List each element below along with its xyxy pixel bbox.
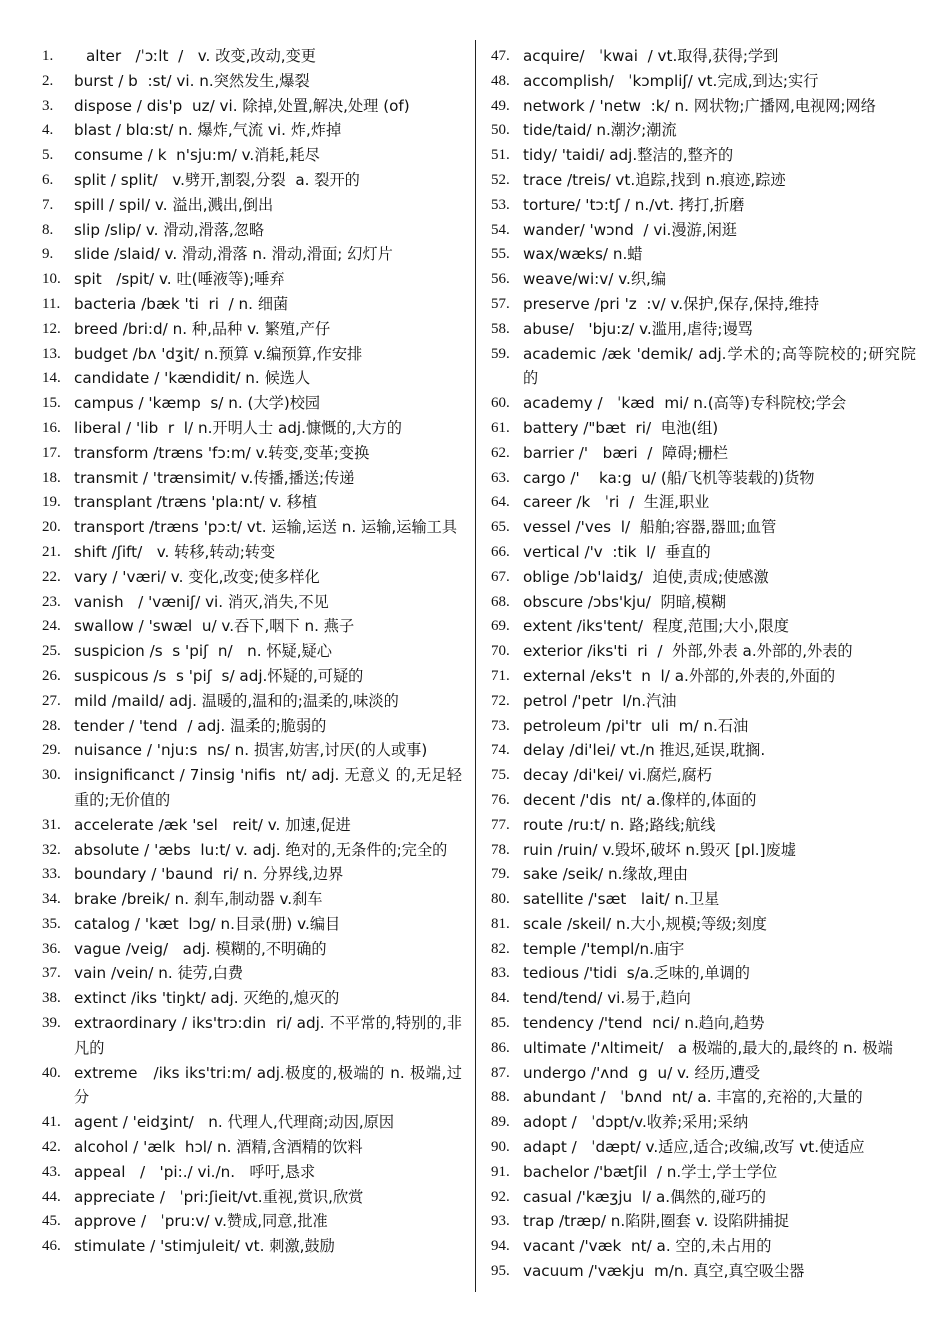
entry-number: 75. — [491, 767, 510, 784]
entry-number: 44. — [42, 1188, 61, 1205]
entry-number: 38. — [42, 990, 61, 1007]
entry-text: delay /di'lei/ vt./n 推迟,延误,耽搁. — [523, 741, 766, 760]
vocab-entry — [491, 565, 916, 590]
vocab-entry — [42, 490, 462, 515]
entry-text: blast / blɑ:st/ n. 爆炸,气流 vi. 炸,炸掉 — [74, 121, 342, 140]
entry-text: adapt / ˈdæpt/ v.适应,适合;改编,改写 vt.使适应 — [523, 1138, 865, 1157]
vocab-entry — [491, 292, 916, 317]
entry-number: 48. — [491, 72, 510, 89]
entry-number: 59. — [491, 345, 510, 362]
right-column — [491, 44, 916, 1284]
entry-number: 91. — [491, 1163, 510, 1180]
entry-number: 45. — [42, 1213, 61, 1230]
entry-text: casual /'kæʒju l/ a.偶然的,碰巧的 — [523, 1187, 767, 1206]
entry-text: route /ru:t/ n. 路;路线;航线 — [523, 815, 716, 834]
vocab-entry — [42, 118, 462, 143]
entry-text: satellite /'sæt lait/ n.卫星 — [523, 890, 720, 909]
entry-text: torture/ 'tɔ:tʃ / n./vt. 拷打,折磨 — [523, 195, 745, 214]
vocab-entry — [42, 168, 462, 193]
vocab-entry — [491, 416, 916, 441]
entry-text: ultimate /'ʌltimeit/ a 极端的,最大的,最终的 n. 极端 — [523, 1038, 893, 1057]
entry-text: boundary / 'baund ri/ n. 分界线,边界 — [74, 865, 344, 884]
vocab-entry — [491, 267, 916, 292]
vocab-entry — [42, 986, 462, 1011]
vocab-entry — [491, 664, 916, 689]
entry-number: 74. — [491, 742, 510, 759]
vocab-entry — [42, 242, 462, 267]
entry-text: vague /veig/ adj. 模糊的,不明确的 — [74, 939, 327, 958]
vocab-entry — [491, 193, 916, 218]
vocab-entry — [491, 540, 916, 565]
entry-text: academy / ˈkæd mi/ n.(高等)专科院校;学会 — [523, 394, 847, 413]
entry-text: trace /treis/ vt.追踪,找到 n.痕迹,踪迹 — [523, 170, 786, 189]
vocab-entry — [491, 218, 916, 243]
entry-number: 9. — [42, 246, 54, 263]
entry-number: 64. — [491, 494, 510, 511]
entry-text: trap /træp/ n.陷阱,圈套 v. 设陷阱捕捉 — [523, 1212, 790, 1231]
vocab-entry — [491, 242, 916, 267]
vocab-entry — [491, 69, 916, 94]
entry-text: tedious /'tidi s/a.乏味的,单调的 — [523, 964, 750, 983]
entry-number: 42. — [42, 1139, 61, 1156]
entry-text: obscure /ɔbs'kju/ 阴暗,模糊 — [523, 592, 727, 611]
vocab-entry — [491, 466, 916, 491]
entry-text: accelerate /æk 'sel reit/ v. 加速,促进 — [74, 815, 351, 834]
entry-text: extent /iks'tent/ 程度,范围;大小,限度 — [523, 617, 789, 636]
entry-number: 34. — [42, 891, 61, 908]
entry-text: spill / spil/ v. 溢出,溅出,倒出 — [74, 195, 274, 214]
entry-text: stimulate / 'stimjuleit/ vt. 刺激,鼓励 — [74, 1237, 335, 1256]
vocab-entry — [42, 738, 462, 763]
vocab-entry — [42, 838, 462, 863]
entry-number: 1. — [42, 48, 54, 64]
entry-text: suspicous /s s 'piʃ s/ adj.怀疑的,可疑的 — [74, 666, 364, 685]
entry-text: battery /"bæt ri/ 电池(组) — [523, 418, 719, 437]
entry-number: 94. — [491, 1238, 510, 1255]
entry-number: 71. — [491, 667, 510, 684]
entry-text: candidate / 'kændidit/ n. 候选人 — [74, 369, 311, 388]
entry-number: 58. — [491, 320, 510, 337]
entry-text: split / split/ v.劈开,割裂,分裂 a. 裂开的 — [74, 170, 360, 189]
vocab-entry — [42, 193, 462, 218]
entry-number: 49. — [491, 97, 510, 114]
vocab-entry — [42, 317, 462, 342]
vocab-entry — [491, 1061, 916, 1086]
vocab-entry — [491, 391, 916, 416]
vocab-entry — [42, 94, 462, 119]
entry-number: 88. — [491, 1089, 510, 1106]
entry-number: 29. — [42, 742, 61, 759]
entry-text: barrier /' bæri / 障碍;栅栏 — [523, 443, 728, 462]
entry-text: vacant /'væk nt/ a. 空的,未占用的 — [523, 1237, 772, 1256]
entry-number: 87. — [491, 1064, 510, 1081]
vocab-entry — [491, 1135, 916, 1160]
entry-text: decay /di'kei/ vi.腐烂,腐朽 — [523, 766, 712, 785]
entry-number: 65. — [491, 519, 510, 536]
entry-text: vain /vein/ n. 徒劳,白费 — [74, 964, 244, 983]
entry-number: 60. — [491, 395, 510, 412]
entry-text: slip /slip/ v. 滑动,滑落,忽略 — [74, 220, 265, 239]
entry-text: adopt / ˈdɔpt/v.收养;采用;采纳 — [523, 1113, 749, 1132]
entry-text: tide/taid/ n.潮汐;潮流 — [523, 121, 677, 140]
vocab-entry — [42, 1209, 462, 1234]
entry-text: suspicion /s s 'piʃ n/ n. 怀疑,疑心 — [74, 642, 332, 661]
vocab-entry — [491, 118, 916, 143]
entry-number: 23. — [42, 593, 61, 610]
vocab-entry — [491, 887, 916, 912]
vocab-entry — [42, 714, 462, 739]
entry-text: mild /maild/ adj. 温暖的,温和的;温柔的,味淡的 — [74, 691, 399, 710]
vocab-entry — [42, 937, 462, 962]
vocab-entry — [42, 342, 462, 367]
vocab-entry — [491, 1185, 916, 1210]
entry-text: swallow / 'swæl u/ v.吞下,咽下 n. 燕子 — [74, 617, 355, 636]
entry-text: ruin /ruin/ v.毁坏,破坏 n.毁灭 [pl.]废墟 — [523, 840, 796, 859]
entry-text: abundant / ˈbʌnd nt/ a. 丰富的,充裕的,大量的 — [523, 1088, 863, 1107]
entry-text: approve / ˈpru:v/ v.赞成,同意,批准 — [74, 1212, 328, 1231]
vocab-entry — [42, 391, 462, 416]
vocab-entry — [42, 218, 462, 243]
vocab-entry — [42, 664, 462, 689]
vocab-entry — [42, 639, 462, 664]
vocab-entry — [42, 267, 462, 292]
entry-number: 56. — [491, 271, 510, 288]
entry-number: 79. — [491, 866, 510, 883]
entry-text: brake /breik/ n. 刹车,制动器 v.刹车 — [74, 890, 323, 909]
entry-number: 78. — [491, 841, 510, 858]
vocab-entry — [491, 1234, 916, 1259]
entry-text: nuisance / 'nju:s ns/ n. 损害,妨害,讨厌(的人或事) — [74, 741, 428, 760]
entry-text: vary / 'væri/ v. 变化,改变;使多样化 — [74, 567, 320, 586]
entry-number: 81. — [491, 915, 510, 932]
entry-number: 17. — [42, 444, 61, 461]
vocab-entry — [491, 639, 916, 664]
vocab-entry — [491, 1160, 916, 1185]
entry-number: 28. — [42, 717, 61, 734]
entry-text: spit /spit/ v. 吐(唾液等);唾弃 — [74, 270, 285, 289]
entry-text: transport /træns 'pɔ:t/ vt. 运输,运送 n. 运输,运输工具 — [74, 518, 458, 537]
entry-number: 66. — [491, 543, 510, 560]
entry-number: 20. — [42, 519, 61, 536]
vocab-entry — [42, 961, 462, 986]
entry-text: extraordinary / iks'trɔ:din ri/ adj. 不平常的,特别的,非凡的 — [74, 1014, 462, 1057]
entry-text: temple /'templ/n.庙宇 — [523, 939, 685, 958]
vocab-entry — [491, 937, 916, 962]
entry-number: 67. — [491, 568, 510, 585]
vocab-entry — [491, 1259, 916, 1284]
entry-text: tender / 'tend / adj. 温柔的;脆弱的 — [74, 716, 327, 735]
vocab-entry — [42, 912, 462, 937]
entry-text: budget /bʌ 'dʒit/ n.预算 v.编预算,作安排 — [74, 344, 363, 363]
vocab-entry — [42, 590, 462, 615]
vocab-entry — [491, 317, 916, 342]
entry-text: alter /ˈɔːlt / v. 改变,改动,变更 — [86, 47, 316, 65]
vocab-entry — [491, 1085, 916, 1110]
entry-text: extinct /iks 'tiŋkt/ adj. 灭绝的,熄灭的 — [74, 989, 340, 1008]
entry-number: 80. — [491, 891, 510, 908]
entry-number: 13. — [42, 345, 61, 362]
entry-text: absolute / 'æbs lu:t/ v. adj. 绝对的,无条件的;完全的 — [74, 840, 448, 859]
entry-text: career /k ˈri / 生涯,职业 — [523, 493, 710, 512]
vocab-entry — [491, 862, 916, 887]
vocab-entry — [42, 1160, 462, 1185]
vocab-entry — [42, 813, 462, 838]
entry-number: 39. — [42, 1015, 61, 1032]
entry-number: 70. — [491, 643, 510, 660]
entry-number: 51. — [491, 147, 510, 164]
entry-text: slide /slaid/ v. 滑动,滑落 n. 滑动,滑面; 幻灯片 — [74, 245, 393, 264]
entry-number: 15. — [42, 395, 61, 412]
entry-text: vanish / 'væniʃ/ vi. 消灭,消失,不见 — [74, 592, 329, 611]
entry-number: 40. — [42, 1064, 61, 1081]
entry-number: 85. — [491, 1015, 510, 1032]
entry-text: consume / k n'sju:m/ v.消耗,耗尽 — [74, 146, 320, 165]
entry-number: 92. — [491, 1188, 510, 1205]
entry-number: 43. — [42, 1163, 61, 1180]
entry-number: 25. — [42, 643, 61, 660]
entry-number: 84. — [491, 990, 510, 1007]
entry-text: cargo /' ka:g u/ (船/飞机等装载的)货物 — [523, 468, 815, 487]
vocab-entry — [42, 689, 462, 714]
entry-number: 27. — [42, 692, 61, 709]
entry-text: undergo /'ʌnd g u/ v. 经历,遭受 — [523, 1063, 761, 1082]
entry-text: liberal / 'lib r l/ n.开明人士 adj.慷慨的,大方的 — [74, 418, 402, 437]
vocab-entry — [42, 466, 462, 491]
entry-number: 12. — [42, 320, 61, 337]
vocab-entry — [491, 441, 916, 466]
vocab-entry — [42, 763, 462, 813]
entry-number: 5. — [42, 147, 54, 164]
entry-number: 68. — [491, 593, 510, 610]
vocab-entry — [491, 143, 916, 168]
entry-text: dispose / dis'p uz/ vi. 除掉,处置,解决,处理 (of) — [74, 96, 410, 115]
vocab-entry — [42, 1135, 462, 1160]
vocab-entry — [491, 689, 916, 714]
vocab-entry — [42, 1061, 462, 1111]
vocab-entry — [491, 714, 916, 739]
entry-text: tend/tend/ vi.易于,趋向 — [523, 989, 691, 1008]
entry-number: 24. — [42, 618, 61, 635]
entry-number: 36. — [42, 940, 61, 957]
vocab-entry — [42, 887, 462, 912]
entry-number: 47. — [491, 48, 510, 64]
entry-text: transmit / 'trænsimit/ v.传播,播送;传递 — [74, 468, 355, 487]
entry-number: 55. — [491, 246, 510, 263]
entry-number: 76. — [491, 791, 510, 808]
entry-number: 35. — [42, 915, 61, 932]
entry-number: 7. — [42, 196, 54, 213]
entry-text: exterior /iks'ti ri / 外部,外表 a.外部的,外表的 — [523, 642, 853, 661]
vocab-entry — [491, 44, 916, 69]
vocab-entry — [42, 441, 462, 466]
vocab-entry — [42, 1011, 462, 1061]
entry-text: scale /skeil/ n.大小,规模;等级;刻度 — [523, 914, 767, 933]
entry-text: petrol /'petr l/n.汽油 — [523, 691, 677, 710]
vocab-entry — [42, 292, 462, 317]
vocab-entry — [42, 69, 462, 94]
entry-number: 89. — [491, 1114, 510, 1131]
vocab-entry — [42, 862, 462, 887]
vocab-entry — [42, 143, 462, 168]
entry-text: wander/ 'wɔnd / vi.漫游,闲逛 — [523, 220, 737, 239]
entry-number: 52. — [491, 171, 510, 188]
entry-text: vessel /'ves l/ 船舶;容器,器皿;血管 — [523, 518, 777, 537]
entry-number: 69. — [491, 618, 510, 635]
entry-text: tendency /'tend nci/ n.趋向,趋势 — [523, 1014, 765, 1033]
vocab-entry — [491, 515, 916, 540]
vocab-entry — [491, 788, 916, 813]
entry-text: oblige /ɔb'laidʒ/ 迫使,责成;使感激 — [523, 567, 769, 586]
entry-number: 26. — [42, 667, 61, 684]
vocab-entry — [491, 813, 916, 838]
vocab-entry — [42, 44, 462, 69]
column-divider — [475, 40, 476, 1292]
vocab-entry — [491, 1011, 916, 1036]
entry-text: vacuum /'vækju m/n. 真空,真空吸尘器 — [523, 1262, 805, 1281]
entry-text: sake /seik/ n.缘故,理由 — [523, 865, 689, 884]
vocab-entry — [42, 565, 462, 590]
vocab-entry — [491, 838, 916, 863]
entry-text: tidy/ 'taidi/ adj.整洁的,整齐的 — [523, 146, 734, 165]
entry-text: acquire/ ˈkwai / vt.取得,获得;学到 — [523, 47, 779, 65]
entry-text: vertical /'v :tik l/ 垂直的 — [523, 542, 711, 561]
vocab-entry — [491, 738, 916, 763]
entry-text: bachelor /'bætʃil / n.学士,学士学位 — [523, 1162, 778, 1181]
entry-text: extreme /iks iks'tri:m/ adj.极度的,极端的 n. 极端,过分 — [74, 1063, 462, 1107]
vocab-entry — [491, 986, 916, 1011]
entry-number: 83. — [491, 965, 510, 982]
entry-text: breed /bri:d/ n. 种,品种 v. 繁殖,产仔 — [74, 319, 331, 338]
entry-text: campus / 'kæmp s/ n. (大学)校园 — [74, 394, 321, 413]
vocab-entry — [491, 342, 916, 392]
entry-text: agent / 'eidʒint/ n. 代理人,代理商;动因,原因 — [74, 1113, 395, 1132]
entry-text: accomplish/ ˈkɔmpliʃ/ vt.完成,到达;实行 — [523, 71, 819, 90]
entry-number: 72. — [491, 692, 510, 709]
vocab-entry — [42, 540, 462, 565]
left-column — [42, 44, 462, 1259]
entry-number: 61. — [491, 419, 510, 436]
entry-text: transplant /træns 'pla:nt/ v. 移植 — [74, 493, 318, 512]
entry-number: 10. — [42, 271, 61, 288]
vocab-entry — [491, 94, 916, 119]
entry-number: 19. — [42, 494, 61, 511]
vocab-entry — [42, 614, 462, 639]
entry-number: 62. — [491, 444, 510, 461]
vocab-entry — [42, 1234, 462, 1259]
entry-number: 90. — [491, 1139, 510, 1156]
entry-number: 57. — [491, 295, 510, 312]
entry-number: 93. — [491, 1213, 510, 1230]
entry-text: wax/wæks/ n.蜡 — [523, 245, 643, 264]
entry-number: 11. — [42, 295, 61, 312]
entry-number: 53. — [491, 196, 510, 213]
vocab-entry — [42, 1185, 462, 1210]
entry-text: alcohol / 'ælk hɔl/ n. 酒精,含酒精的饮料 — [74, 1138, 363, 1157]
entry-text: preserve /pri 'z :v/ v.保护,保存,保持,维持 — [523, 294, 820, 313]
entry-number: 31. — [42, 816, 61, 833]
entry-text: appeal / 'pi:./ vi./n. 呼吁,恳求 — [74, 1162, 316, 1181]
entry-number: 3. — [42, 97, 54, 114]
vocab-entry — [491, 961, 916, 986]
entry-number: 46. — [42, 1238, 61, 1255]
entry-number: 32. — [42, 841, 61, 858]
vocab-entry — [491, 614, 916, 639]
vocab-entry — [42, 515, 462, 540]
entry-number: 16. — [42, 419, 61, 436]
vocab-entry — [42, 366, 462, 391]
entry-text: decent /'dis nt/ a.像样的,体面的 — [523, 790, 757, 809]
vocab-entry — [491, 1110, 916, 1135]
entry-number: 22. — [42, 568, 61, 585]
vocab-entry — [491, 912, 916, 937]
entry-text: academic /æk 'demik/ adj.学术的;高等院校的;研究院的 — [523, 344, 916, 388]
entry-text: petroleum /pi'tr uli m/ n.石油 — [523, 716, 749, 735]
entry-number: 54. — [491, 221, 510, 238]
vocab-entry — [491, 168, 916, 193]
vocab-entry — [491, 1209, 916, 1234]
entry-number: 41. — [42, 1114, 61, 1131]
entry-text: catalog / 'kæt lɔg/ n.目录(册) v.编目 — [74, 914, 341, 933]
vocab-entry — [491, 490, 916, 515]
entry-text: appreciate / ˈpri:ʃieit/vt.重视,赏识,欣赏 — [74, 1187, 364, 1206]
entry-text: external /eks't n l/ a.外部的,外表的,外面的 — [523, 666, 836, 685]
entry-text: bacteria /bæk 'ti ri / n. 细菌 — [74, 294, 289, 313]
entry-number: 30. — [42, 767, 61, 784]
vocab-entry — [42, 1110, 462, 1135]
entry-text: network / 'netw :k/ n. 网状物;广播网,电视网;网络 — [523, 96, 876, 115]
entry-text: shift /ʃift/ v. 转移,转动;转变 — [74, 542, 276, 561]
entry-text: transform /træns 'fɔ:m/ v.转变,变革;变换 — [74, 443, 370, 462]
entry-number: 86. — [491, 1039, 510, 1056]
entry-number: 37. — [42, 965, 61, 982]
entry-number: 82. — [491, 940, 510, 957]
vocab-entry — [491, 763, 916, 788]
entry-number: 14. — [42, 370, 61, 387]
entry-number: 21. — [42, 543, 61, 560]
entry-number: 50. — [491, 122, 510, 139]
entry-number: 95. — [491, 1263, 510, 1280]
entry-number: 2. — [42, 72, 54, 89]
entry-text: weave/wi:v/ v.织,编 — [523, 270, 667, 289]
vocab-entry — [42, 416, 462, 441]
entry-number: 33. — [42, 866, 61, 883]
entry-number: 4. — [42, 122, 54, 139]
entry-text: burst / b :st/ vi. n.突然发生,爆裂 — [74, 71, 310, 90]
entry-number: 18. — [42, 469, 61, 486]
entry-text: insignificanct / 7insig 'nifis nt/ adj. 无意义 的,无足轻重的;无价值的 — [74, 766, 462, 809]
entry-number: 63. — [491, 469, 510, 486]
vocab-entry — [491, 590, 916, 615]
vocab-entry — [491, 1036, 916, 1061]
entry-number: 8. — [42, 221, 54, 238]
entry-number: 77. — [491, 816, 510, 833]
entry-number: 73. — [491, 717, 510, 734]
entry-number: 6. — [42, 171, 54, 188]
entry-text: abuse/ 'bju:z/ v.滥用,虐待;谩骂 — [523, 319, 753, 338]
